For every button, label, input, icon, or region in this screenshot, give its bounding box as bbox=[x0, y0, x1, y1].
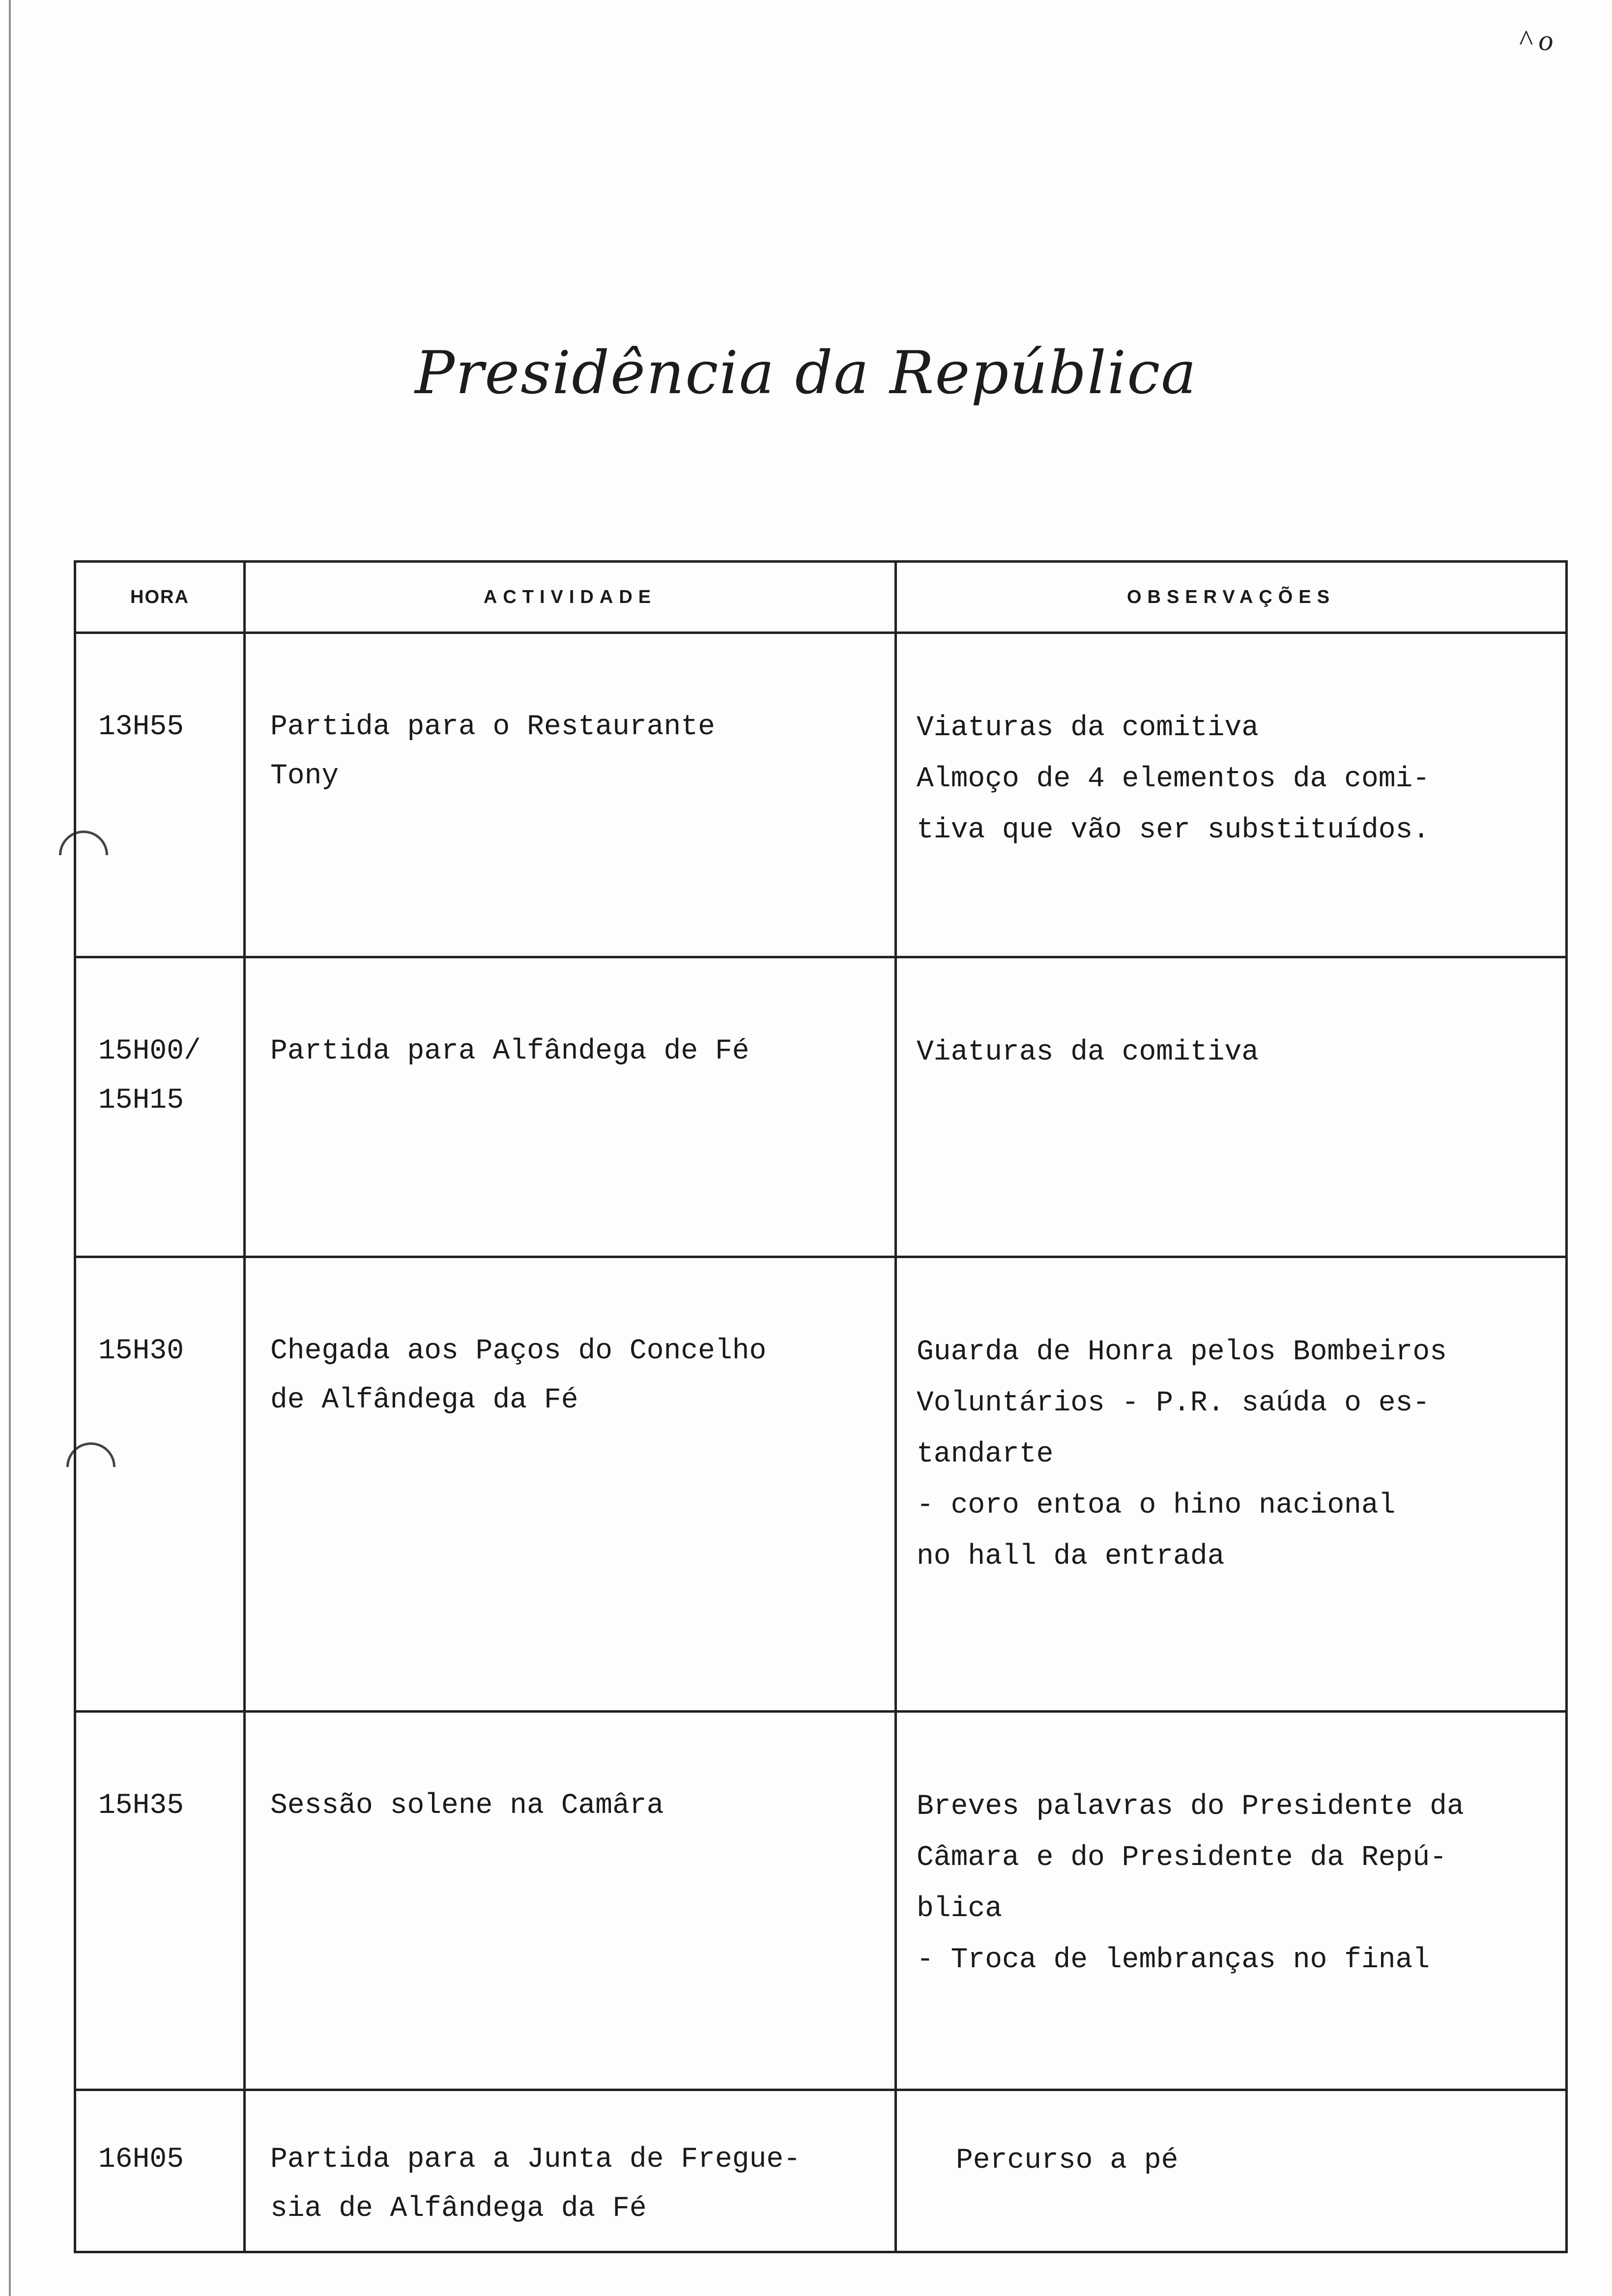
row-observacoes: Viaturas da comitiva bbox=[896, 957, 1567, 1257]
row-hora: 15H30 bbox=[75, 1257, 245, 1712]
table-row bbox=[75, 2090, 1567, 2252]
row-actividade: Chegada aos Paços do Concelho de Alfândega da Fé bbox=[245, 1257, 896, 1712]
header-actividade: ACTIVIDADE bbox=[245, 562, 896, 633]
letterhead-title: Presidência da República bbox=[415, 339, 1197, 407]
header-observacoes: OBSERVAÇÕES bbox=[896, 562, 1567, 633]
table-row bbox=[75, 633, 1567, 957]
row-observacoes: Percurso a pé bbox=[896, 2090, 1567, 2252]
row-hora: 15H35 bbox=[75, 1712, 245, 2090]
row-hora: 15H00/ 15H15 bbox=[75, 957, 245, 1257]
table-row bbox=[75, 957, 1567, 1257]
header-hora: HORA bbox=[75, 562, 245, 633]
row-observacoes: Viaturas da comitiva Almoço de 4 elementos da comi- tiva que vão ser substituídos. bbox=[896, 633, 1567, 957]
row-actividade: Partida para a Junta de Fregue- sia de Alfândega da Fé bbox=[245, 2090, 896, 2252]
table-row bbox=[75, 1257, 1567, 1712]
row-observacoes: Guarda de Honra pelos Bombeiros Voluntários - P.R. saúda o es- tandarte - coro entoa o hino nacional no hall da entrada bbox=[896, 1257, 1567, 1712]
table-header-row bbox=[75, 562, 1567, 633]
table-row bbox=[75, 1712, 1567, 2090]
row-actividade: Partida para o Restaurante Tony bbox=[245, 633, 896, 957]
row-hora: 16H05 bbox=[75, 2090, 245, 2252]
row-observacoes: Breves palavras do Presidente da Câmara e do Presidente da Repú- blica - Troca de lembranças no final bbox=[896, 1712, 1567, 2090]
page-number: ^ o bbox=[1519, 24, 1554, 57]
schedule-table bbox=[74, 560, 1568, 2253]
row-actividade: Partida para Alfândega de Fé bbox=[245, 957, 896, 1257]
row-hora: 13H55 bbox=[75, 633, 245, 957]
row-actividade: Sessão solene na Camâra bbox=[245, 1712, 896, 2090]
